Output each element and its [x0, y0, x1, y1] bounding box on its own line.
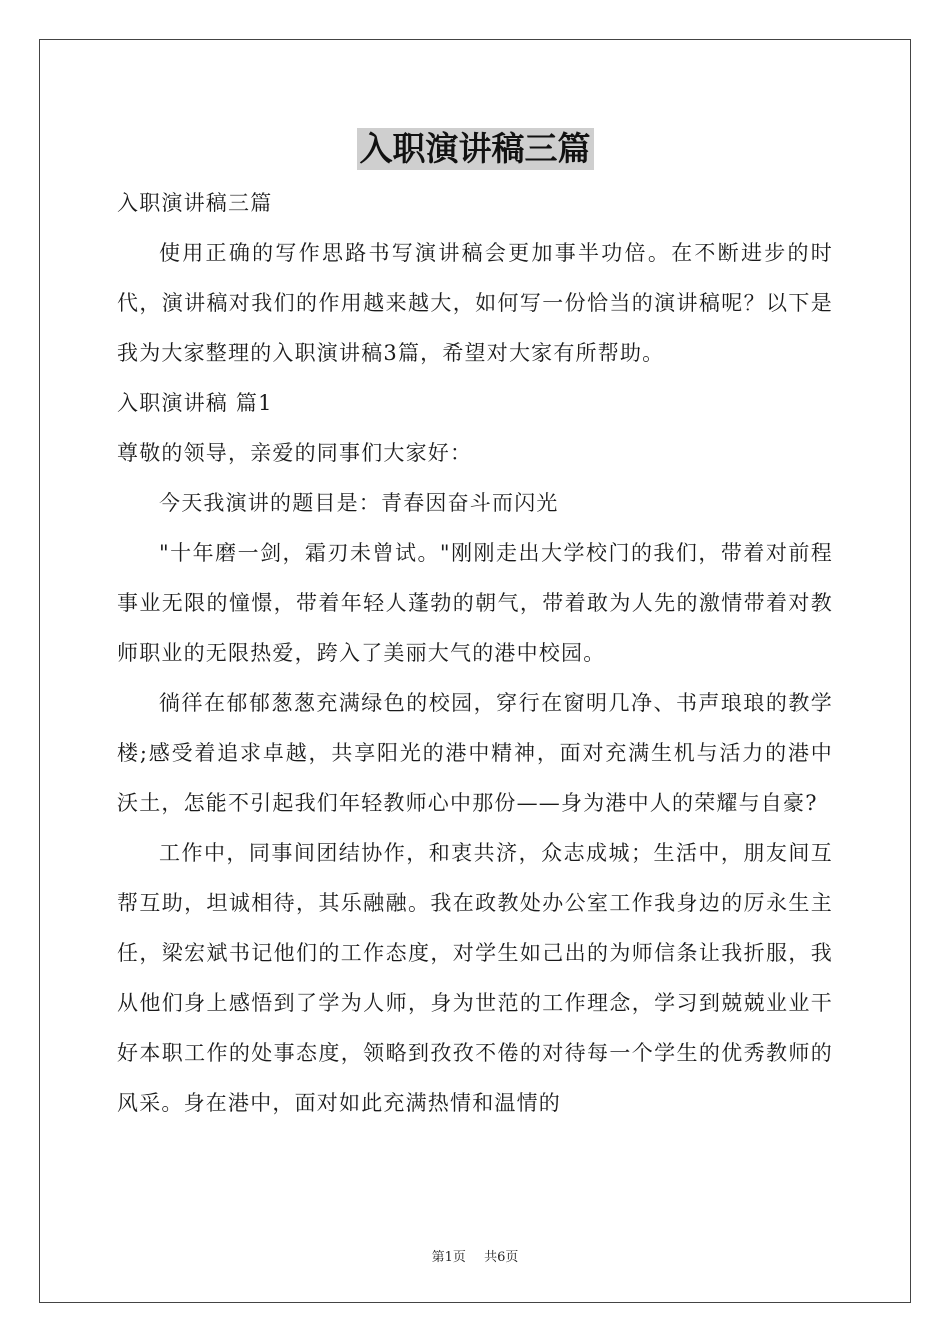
page-number: 第1页 — [431, 1250, 466, 1265]
section-heading: 入职演讲稿 篇1 — [117, 391, 273, 415]
salutation: 尊敬的领导，亲爱的同事们大家好： — [117, 441, 473, 465]
title-container — [0, 128, 950, 170]
body-paragraph: 工作中，同事间团结协作，和衷共济，众志成城；生活中，朋友间互帮互助，坦诚相待，其乐融融。我在政教处办公室工作我身边的厉永生主任，梁宏斌书记他们的工作态度，对学生如己出的为师信条让我折服，我从他们身上感悟到了学为人师，身为世范的工作理念，学习到兢兢业业干好本职工作的处事态度，领略到孜孜不倦的对待每一个学生的优秀教师的风采。身在港中，面对如此充满热情和温情的 — [117, 841, 833, 1115]
page-total: 共6页 — [484, 1250, 519, 1265]
intro-paragraph: 使用正确的写作思路书写演讲稿会更加事半功倍。在不断进步的时代，演讲稿对我们的作用越来越大，如何写一份恰当的演讲稿呢？以下是我为大家整理的入职演讲稿3篇，希望对大家有所帮助。 — [117, 241, 833, 365]
page-footer — [0, 1246, 950, 1265]
speech-topic: 今天我演讲的题目是：青春因奋斗而闪光 — [159, 491, 559, 515]
document-title: 入职演讲稿三篇 — [357, 128, 594, 170]
body-paragraph: 徜徉在郁郁葱葱充满绿色的校园，穿行在窗明几净、书声琅琅的教学楼;感受着追求卓越，共享阳光的港中精神，面对充满生机与活力的港中沃土，怎能不引起我们年轻教师心中那份——身为港中人的荣耀与自豪? — [117, 691, 833, 815]
document-body — [117, 178, 833, 1128]
body-paragraph: "十年磨一剑，霜刃未曾试。"刚刚走出大学校门的我们，带着对前程事业无限的憧憬，带着年轻人蓬勃的朝气，带着敢为人先的激情带着对教师职业的无限热爱，跨入了美丽大气的港中校园。 — [117, 541, 833, 665]
subtitle-line: 入职演讲稿三篇 — [117, 191, 273, 215]
